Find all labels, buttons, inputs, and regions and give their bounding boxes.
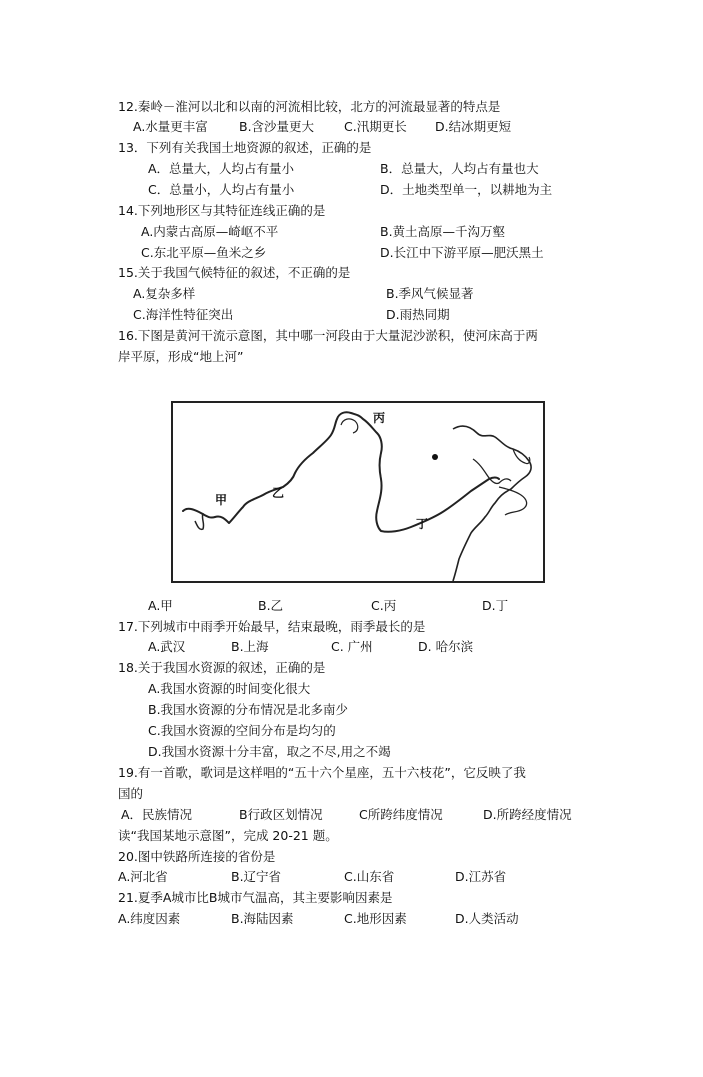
q18-stem: 18.关于我国水资源的叙述，正确的是 — [118, 660, 326, 675]
q14-option-d[interactable]: D.长江中下游平原—肥沃黑土 — [380, 245, 544, 260]
yellow-river-drawing — [173, 403, 543, 581]
map-label-bing: 丙 — [373, 411, 386, 425]
q19-stem-line1: 19.有一首歌，歌词是这样唱的“五十六个星座，五十六枝花”，它反映了我 — [118, 765, 526, 780]
map-label-jia: 甲 — [215, 493, 228, 507]
city-dot — [432, 454, 438, 460]
q15-option-d[interactable]: D.雨热同期 — [386, 307, 450, 322]
q19-option-c[interactable]: C所跨纬度情况 — [359, 807, 443, 822]
q14-option-a[interactable]: A.内蒙古高原—崎岖不平 — [141, 224, 279, 239]
q18-option-c[interactable]: C.我国水资源的空间分布是均匀的 — [148, 723, 336, 738]
q15-option-c[interactable]: C.海洋性特征突出 — [133, 307, 234, 322]
q21-option-a[interactable]: A.纬度因素 — [118, 911, 181, 926]
q15-option-b[interactable]: B.季风气候显著 — [386, 286, 474, 301]
yellow-river-course — [183, 412, 499, 532]
q16-option-a[interactable]: A.甲 — [148, 598, 173, 613]
q19-option-a[interactable]: A．民族情况 — [121, 807, 193, 822]
q12-stem: 12.秦岭－淮河以北和以南的河流相比较，北方的河流最显著的特点是 — [118, 99, 501, 114]
q20-option-d[interactable]: D.江苏省 — [455, 869, 507, 884]
q13-stem: 13．下列有关我国土地资源的叙述，正确的是 — [118, 140, 372, 155]
q15-option-a[interactable]: A.复杂多样 — [133, 286, 196, 301]
q21-option-b[interactable]: B.海陆因素 — [231, 911, 294, 926]
q12-option-d[interactable]: D.结冰期更短 — [435, 119, 512, 134]
q17-option-d[interactable]: D. 哈尔滨 — [418, 639, 474, 654]
q14-option-b[interactable]: B.黄土高原—千沟万壑 — [380, 224, 506, 239]
q13-option-d[interactable]: D．土地类型单一，以耕地为主 — [380, 182, 553, 197]
q14-option-c[interactable]: C.东北平原—鱼米之乡 — [141, 245, 267, 260]
q18-option-d[interactable]: D.我国水资源十分丰富，取之不尽,用之不竭 — [148, 744, 391, 759]
q13-option-c[interactable]: C．总量小，人均占有量小 — [148, 182, 295, 197]
q20-stem: 20.图中铁路所连接的省份是 — [118, 849, 276, 864]
hetao-bend-detail — [341, 419, 358, 433]
map-label-yi: 乙 — [272, 486, 285, 500]
q16-option-c[interactable]: C.丙 — [371, 598, 397, 613]
q16-option-b[interactable]: B.乙 — [258, 598, 284, 613]
map-label-ding: 丁 — [416, 517, 429, 531]
intro-20-21: 读“我国某地示意图”，完成 20-21 题。 — [118, 828, 338, 843]
q13-option-a[interactable]: A．总量大，人均占有量小 — [148, 161, 295, 176]
q13-option-b[interactable]: B．总量大，人均占有量也大 — [380, 161, 539, 176]
shandong-peninsula — [499, 487, 527, 515]
q21-stem: 21.夏季A城市比B城市气温高，其主要影响因素是 — [118, 890, 393, 905]
q20-option-c[interactable]: C.山东省 — [344, 869, 395, 884]
q20-option-b[interactable]: B.辽宁省 — [231, 869, 282, 884]
q12-option-a[interactable]: A.水量更丰富 — [133, 119, 208, 134]
yellow-river-map — [171, 401, 545, 583]
q15-stem: 15.关于我国气候特征的叙述，不正确的是 — [118, 265, 351, 280]
q18-option-a[interactable]: A.我国水资源的时间变化很大 — [148, 681, 311, 696]
q17-option-c[interactable]: C. 广州 — [331, 639, 373, 654]
bohai-inner-coast — [473, 459, 511, 484]
q12-option-c[interactable]: C.汛期更长 — [344, 119, 407, 134]
q16-stem-line1: 16.下图是黄河干流示意图，其中哪一河段由于大量泥沙淤积，使河床高于两 — [118, 328, 538, 343]
q14-stem: 14.下列地形区与其特征连线正确的是 — [118, 203, 326, 218]
q21-option-d[interactable]: D.人类活动 — [455, 911, 519, 926]
q19-stem-line2: 国的 — [118, 786, 144, 801]
q21-option-c[interactable]: C.地形因素 — [344, 911, 407, 926]
q19-option-b[interactable]: B行政区划情况 — [239, 807, 323, 822]
coastline — [453, 426, 531, 581]
q18-option-b[interactable]: B.我国水资源的分布情况是北多南少 — [148, 702, 349, 717]
q20-option-a[interactable]: A.河北省 — [118, 869, 168, 884]
q19-option-d[interactable]: D.所跨经度情况 — [483, 807, 572, 822]
q17-option-b[interactable]: B.上海 — [231, 639, 269, 654]
tributary-line — [195, 513, 204, 529]
liaodong-peninsula — [513, 449, 530, 464]
q12-option-b[interactable]: B.含沙量更大 — [239, 119, 315, 134]
q16-option-d[interactable]: D.丁 — [482, 598, 509, 613]
q17-option-a[interactable]: A.武汉 — [148, 639, 186, 654]
q17-stem: 17.下列城市中雨季开始最早，结束最晚，雨季最长的是 — [118, 619, 426, 634]
q16-stem-line2: 岸平原，形成“地上河” — [118, 349, 244, 364]
